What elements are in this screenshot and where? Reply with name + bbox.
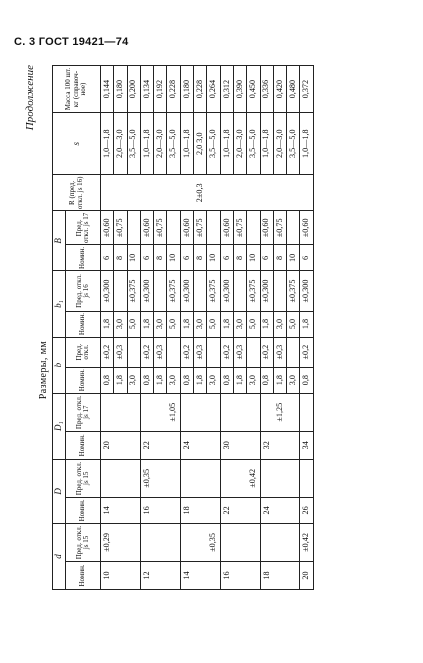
cell-R — [207, 175, 220, 211]
table-row — [247, 66, 260, 590]
cell-b1t: ±0,300 — [180, 271, 193, 311]
d-nom: Номин. — [66, 561, 101, 589]
table-row — [127, 66, 140, 590]
table-caption: Размеры, мм — [38, 340, 49, 400]
cell-m: 0,144 — [101, 66, 114, 113]
cell-bt — [287, 337, 300, 367]
cell-s: 1,0—1,8 — [220, 113, 233, 175]
cell-bt — [167, 337, 180, 367]
cell-b1t — [273, 271, 286, 311]
cell-Bt: ±0,60 — [260, 211, 273, 245]
cell-d — [207, 561, 220, 589]
cell-D1 — [194, 431, 207, 459]
cell-b1: 3,0 — [194, 311, 207, 337]
cell-D — [167, 497, 180, 523]
cell-d — [154, 561, 167, 589]
cell-D1t — [233, 393, 246, 431]
cell-D1t — [194, 393, 207, 431]
cell-s: 1,0—1,8 — [260, 113, 273, 175]
table-row — [194, 66, 207, 590]
cell-Bt: ±0,60 — [180, 211, 193, 245]
cell-m: 0,450 — [247, 66, 260, 113]
cell-D1t — [300, 393, 313, 431]
cell-s: 2,0—3,0 — [154, 113, 167, 175]
cell-d: 18 — [260, 561, 273, 589]
cell-s: 1,0—1,8 — [300, 113, 313, 175]
cell-R — [233, 175, 246, 211]
cell-m: 0,228 — [194, 66, 207, 113]
cell-D1 — [127, 431, 140, 459]
cell-b: 3,0 — [287, 367, 300, 393]
cell-D1 — [207, 431, 220, 459]
cell-Dt — [194, 459, 207, 497]
cell-Bt — [167, 211, 180, 245]
cell-m: 0,336 — [260, 66, 273, 113]
cell-dt — [194, 523, 207, 561]
cell-D1 — [247, 431, 260, 459]
cell-s: 2,0—3,0 — [233, 113, 246, 175]
cell-m: 0,390 — [233, 66, 246, 113]
cell-m: 0,312 — [220, 66, 233, 113]
cell-D: 26 — [300, 497, 313, 523]
cell-bt — [207, 337, 220, 367]
cell-dt: ±0,42 — [300, 523, 313, 561]
cell-B: 8 — [154, 245, 167, 271]
cell-R — [300, 175, 313, 211]
cell-bt: ±0,3 — [273, 337, 286, 367]
cell-bt: ±0,2 — [101, 337, 114, 367]
cell-B: 8 — [273, 245, 286, 271]
cell-Bt: ±0,75 — [114, 211, 127, 245]
table-row — [260, 66, 273, 590]
cell-b1t — [194, 271, 207, 311]
cell-s: 2,0—3,0 — [273, 113, 286, 175]
table-row — [207, 66, 220, 590]
cell-bt: ±0,2 — [300, 337, 313, 367]
cell-d — [233, 561, 246, 589]
cell-D — [233, 497, 246, 523]
cell-b: 3,0 — [127, 367, 140, 393]
cell-b1t: ±0,375 — [127, 271, 140, 311]
cell-d: 12 — [140, 561, 153, 589]
cell-D1t: ±1,05 — [167, 393, 180, 431]
cell-b1: 5,0 — [127, 311, 140, 337]
cell-s: 3,5—5,0 — [287, 113, 300, 175]
cell-Dt — [154, 459, 167, 497]
b-tol: Пред. откл. — [66, 337, 101, 367]
cell-d: 20 — [300, 561, 313, 589]
cell-b: 3,0 — [247, 367, 260, 393]
cell-R — [180, 175, 193, 211]
cell-B: 6 — [300, 245, 313, 271]
cell-b1t — [154, 271, 167, 311]
cell-dt: ±0,29 — [101, 523, 114, 561]
cell-dt — [247, 523, 260, 561]
cell-Bt: ±0,60 — [300, 211, 313, 245]
cell-D — [247, 497, 260, 523]
cell-b1: 3,0 — [154, 311, 167, 337]
cell-b: 0,8 — [220, 367, 233, 393]
cell-s: 1,0—1,8 — [140, 113, 153, 175]
cell-bt: ±0,2 — [180, 337, 193, 367]
cell-D1t — [180, 393, 193, 431]
cell-s: 2,0—3,0 — [114, 113, 127, 175]
b1-nom: Номин. — [66, 311, 101, 337]
b1-tol: Пред. откл. js 16 — [66, 271, 101, 311]
cell-d: 16 — [220, 561, 233, 589]
cell-b1t: ±0,300 — [300, 271, 313, 311]
cell-dt: ±0,35 — [207, 523, 220, 561]
B-tol: Пред. откл. js 17 — [66, 211, 101, 245]
col-mass: Масса 100 шт. кг (справоч- ное) — [53, 66, 101, 113]
cell-D: 18 — [180, 497, 193, 523]
cell-Dt — [167, 459, 180, 497]
dimensions-table — [52, 65, 314, 590]
col-D: D — [53, 459, 66, 523]
cell-D — [194, 497, 207, 523]
cell-R: 2±0,3 — [194, 175, 207, 211]
cell-Dt — [101, 459, 114, 497]
cell-D1 — [114, 431, 127, 459]
cell-dt — [127, 523, 140, 561]
cell-d — [273, 561, 286, 589]
table-row — [101, 66, 114, 590]
cell-D — [273, 497, 286, 523]
cell-Dt — [300, 459, 313, 497]
cell-D — [114, 497, 127, 523]
cell-D: 14 — [101, 497, 114, 523]
cell-b1t — [114, 271, 127, 311]
D-tol: Пред. откл. js 15 — [66, 459, 101, 497]
cell-B: 6 — [220, 245, 233, 271]
cell-dt — [260, 523, 273, 561]
cell-b1t: ±0,300 — [140, 271, 153, 311]
table-row — [287, 66, 300, 590]
cell-D1 — [167, 431, 180, 459]
cell-Bt: ±0,75 — [273, 211, 286, 245]
cell-m: 0,228 — [167, 66, 180, 113]
table-row — [167, 66, 180, 590]
cell-D1t: ±1,25 — [273, 393, 286, 431]
table-row — [220, 66, 233, 590]
cell-D1t — [260, 393, 273, 431]
cell-b: 0,8 — [101, 367, 114, 393]
D1-nom: Номин. — [66, 431, 101, 459]
cell-D1: 34 — [300, 431, 313, 459]
cell-B: 6 — [101, 245, 114, 271]
cell-B: 6 — [140, 245, 153, 271]
cell-Dt — [287, 459, 300, 497]
cell-s: 3,5—5,0 — [207, 113, 220, 175]
cell-m: 0,180 — [114, 66, 127, 113]
cell-Bt — [287, 211, 300, 245]
cell-Bt — [127, 211, 140, 245]
cell-bt: ±0,2 — [140, 337, 153, 367]
cell-b: 0,8 — [180, 367, 193, 393]
cell-R — [140, 175, 153, 211]
table-row — [140, 66, 153, 590]
cell-B: 6 — [180, 245, 193, 271]
cell-b: 0,8 — [260, 367, 273, 393]
col-d: d — [53, 523, 66, 589]
cell-s: 3,5—5,0 — [247, 113, 260, 175]
D-nom: Номин. — [66, 497, 101, 523]
cell-R — [260, 175, 273, 211]
cell-b1: 5,0 — [247, 311, 260, 337]
cell-R — [287, 175, 300, 211]
cell-b: 3,0 — [167, 367, 180, 393]
cell-b1: 1,8 — [101, 311, 114, 337]
cell-Dt — [127, 459, 140, 497]
col-b1: b₁ — [53, 271, 66, 337]
cell-dt — [114, 523, 127, 561]
cell-m: 0,200 — [127, 66, 140, 113]
cell-D1: 30 — [220, 431, 233, 459]
cell-R — [247, 175, 260, 211]
cell-b1: 5,0 — [167, 311, 180, 337]
cell-B: 10 — [167, 245, 180, 271]
page-header: С. 3 ГОСТ 19421—74 — [14, 36, 129, 48]
cell-R — [101, 175, 114, 211]
cell-s: 1,0—1,8 — [180, 113, 193, 175]
col-R: R (пред. откл. js 16) — [53, 175, 101, 211]
cell-Bt: ±0,75 — [194, 211, 207, 245]
cell-m: 0,480 — [287, 66, 300, 113]
cell-Dt — [260, 459, 273, 497]
cell-d — [127, 561, 140, 589]
cell-Dt — [180, 459, 193, 497]
cell-B: 6 — [260, 245, 273, 271]
cell-b: 1,8 — [273, 367, 286, 393]
col-s: s — [53, 113, 101, 175]
cell-bt: ±0,3 — [233, 337, 246, 367]
cell-R — [220, 175, 233, 211]
cell-d — [167, 561, 180, 589]
cell-dt — [167, 523, 180, 561]
cell-b1: 1,8 — [180, 311, 193, 337]
cell-m: 0,264 — [207, 66, 220, 113]
cell-b1t — [233, 271, 246, 311]
cell-d — [247, 561, 260, 589]
cell-b1: 1,8 — [260, 311, 273, 337]
cell-b1t: ±0,375 — [287, 271, 300, 311]
cell-B: 10 — [247, 245, 260, 271]
cell-m: 0,372 — [300, 66, 313, 113]
table-row — [233, 66, 246, 590]
cell-b: 0,8 — [140, 367, 153, 393]
cell-D — [154, 497, 167, 523]
cell-b1t: ±0,300 — [260, 271, 273, 311]
cell-Bt: ±0,75 — [154, 211, 167, 245]
cell-B: 10 — [127, 245, 140, 271]
cell-b: 1,8 — [194, 367, 207, 393]
col-b: b — [53, 337, 66, 393]
cell-b1t: ±0,300 — [220, 271, 233, 311]
table-row — [273, 66, 286, 590]
cell-b1t: ±0,375 — [207, 271, 220, 311]
cell-D1 — [154, 431, 167, 459]
cell-dt — [140, 523, 153, 561]
cell-Bt — [207, 211, 220, 245]
cell-D1 — [233, 431, 246, 459]
cell-D1t — [101, 393, 114, 431]
cell-D1 — [287, 431, 300, 459]
cell-dt — [287, 523, 300, 561]
cell-D1t — [247, 393, 260, 431]
cell-R — [114, 175, 127, 211]
cell-D1t — [127, 393, 140, 431]
B-nom: Номин. — [66, 245, 101, 271]
cell-D1t — [207, 393, 220, 431]
cell-Dt: ±0,42 — [247, 459, 260, 497]
cell-Dt — [114, 459, 127, 497]
cell-d — [287, 561, 300, 589]
cell-s: 3,5—5,0 — [167, 113, 180, 175]
cell-b1: 5,0 — [287, 311, 300, 337]
cell-D1t — [287, 393, 300, 431]
cell-dt — [220, 523, 233, 561]
cell-R — [154, 175, 167, 211]
cell-b: 1,8 — [114, 367, 127, 393]
cell-Bt: ±0,60 — [220, 211, 233, 245]
cell-m: 0,134 — [140, 66, 153, 113]
cell-D1: 20 — [101, 431, 114, 459]
cell-D1t — [154, 393, 167, 431]
cell-R — [273, 175, 286, 211]
table-row — [300, 66, 313, 590]
cell-D — [127, 497, 140, 523]
cell-d — [194, 561, 207, 589]
cell-D1 — [273, 431, 286, 459]
cell-bt: ±0,3 — [194, 337, 207, 367]
cell-b: 3,0 — [207, 367, 220, 393]
cell-Dt — [233, 459, 246, 497]
cell-D — [207, 497, 220, 523]
cell-b1: 3,0 — [273, 311, 286, 337]
cell-D1: 32 — [260, 431, 273, 459]
cell-D1t — [220, 393, 233, 431]
rotated-table-block — [24, 65, 414, 610]
cell-B: 10 — [207, 245, 220, 271]
col-B: B — [53, 211, 66, 271]
cell-bt — [127, 337, 140, 367]
cell-Dt — [220, 459, 233, 497]
cell-Bt: ±0,60 — [101, 211, 114, 245]
cell-m: 0,180 — [180, 66, 193, 113]
cell-b1: 1,8 — [300, 311, 313, 337]
cell-b1: 1,8 — [220, 311, 233, 337]
cell-D1: 24 — [180, 431, 193, 459]
table-row — [154, 66, 167, 590]
cell-D1: 22 — [140, 431, 153, 459]
cell-D1t — [114, 393, 127, 431]
cell-D: 22 — [220, 497, 233, 523]
cell-bt: ±0,3 — [154, 337, 167, 367]
table-row — [114, 66, 127, 590]
cell-dt — [273, 523, 286, 561]
cell-s: 3,5—5,0 — [127, 113, 140, 175]
cell-dt — [180, 523, 193, 561]
cell-b1t: ±0,375 — [167, 271, 180, 311]
cell-D1t — [140, 393, 153, 431]
cell-b1: 1,8 — [140, 311, 153, 337]
cell-D: 24 — [260, 497, 273, 523]
cell-D: 16 — [140, 497, 153, 523]
cell-Bt: ±0,75 — [233, 211, 246, 245]
cell-b: 1,8 — [233, 367, 246, 393]
cell-m: 0,192 — [154, 66, 167, 113]
D1-tol: Пред. откл. js 17 — [66, 393, 101, 431]
cell-b1: 5,0 — [207, 311, 220, 337]
cell-Dt — [273, 459, 286, 497]
cell-d — [114, 561, 127, 589]
b-nom: Номин. — [66, 367, 101, 393]
cell-dt — [233, 523, 246, 561]
cell-s: 1,0—1,8 — [101, 113, 114, 175]
cell-s: 2,0 3,0 — [194, 113, 207, 175]
cell-Dt — [207, 459, 220, 497]
cell-b: 0,8 — [300, 367, 313, 393]
cell-R — [167, 175, 180, 211]
table-row — [180, 66, 193, 590]
cell-b1: 3,0 — [114, 311, 127, 337]
cell-B: 8 — [194, 245, 207, 271]
cell-bt: ±0,3 — [114, 337, 127, 367]
cell-dt — [154, 523, 167, 561]
cell-R — [127, 175, 140, 211]
cell-B: 8 — [114, 245, 127, 271]
cell-D — [287, 497, 300, 523]
cell-Dt: ±0,35 — [140, 459, 153, 497]
cell-bt: ±0,2 — [220, 337, 233, 367]
cell-d: 10 — [101, 561, 114, 589]
col-D1: D₁ — [53, 393, 66, 459]
cell-m: 0,420 — [273, 66, 286, 113]
cell-bt — [247, 337, 260, 367]
cell-d: 14 — [180, 561, 193, 589]
cell-B: 10 — [287, 245, 300, 271]
cell-b: 1,8 — [154, 367, 167, 393]
table-body — [101, 66, 314, 590]
cell-b1t: ±0,375 — [247, 271, 260, 311]
d-tol: Пред. откл. js 15 — [66, 523, 101, 561]
cell-b1: 3,0 — [233, 311, 246, 337]
continuation-label: Продолжение — [24, 65, 36, 131]
cell-Bt — [247, 211, 260, 245]
cell-bt: ±0,2 — [260, 337, 273, 367]
cell-b1t: ±0,300 — [101, 271, 114, 311]
cell-Bt: ±0,60 — [140, 211, 153, 245]
cell-B: 8 — [233, 245, 246, 271]
